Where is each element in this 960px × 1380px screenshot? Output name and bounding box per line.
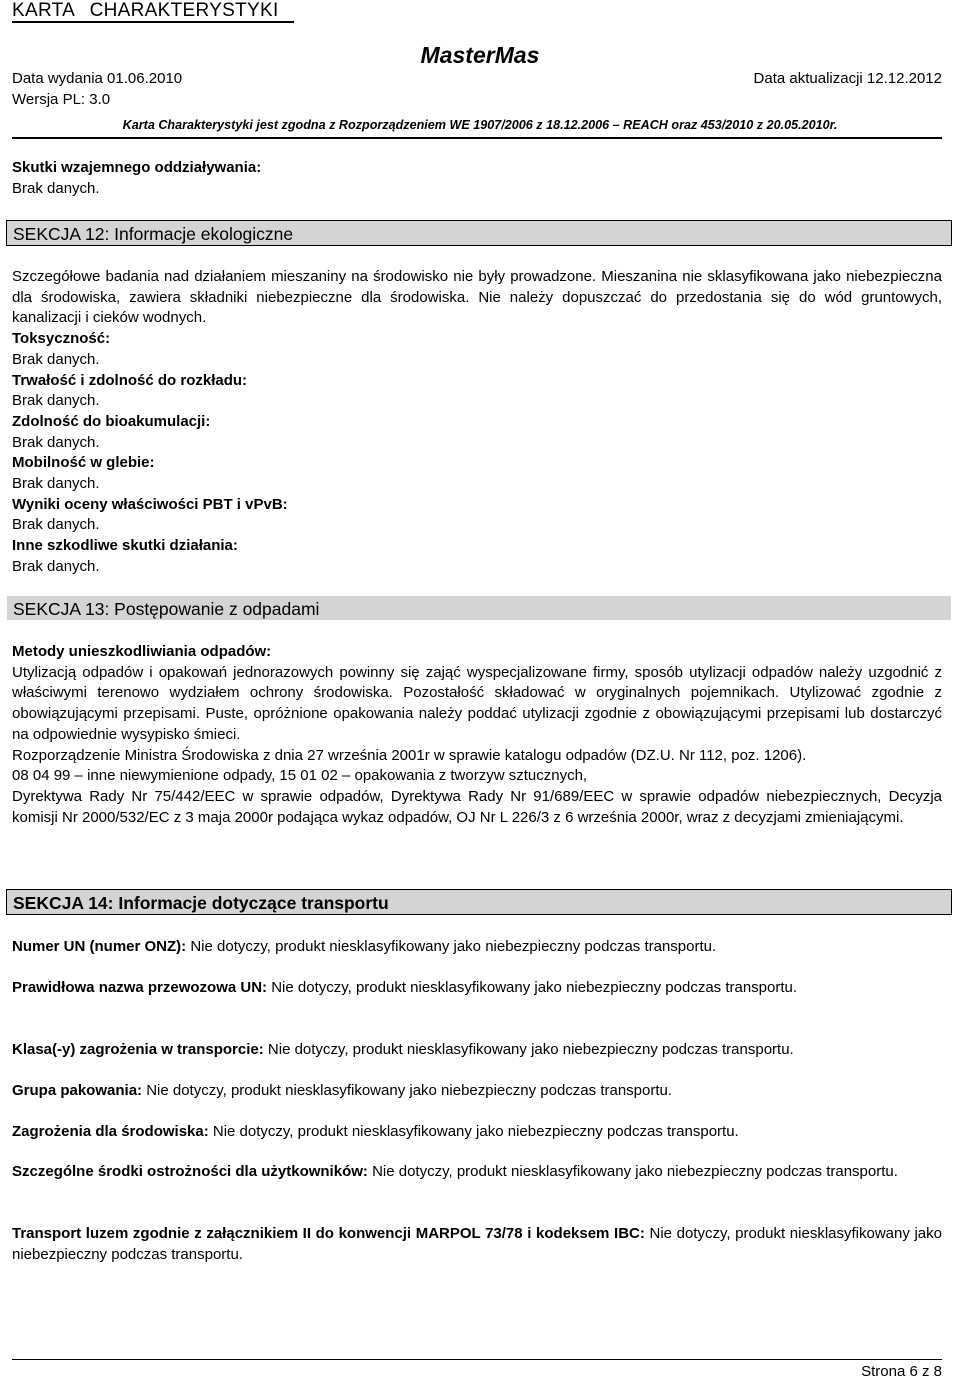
section-12-heading — [6, 220, 952, 246]
version: Wersja PL: 3.0 — [12, 91, 111, 108]
section-14-item-4 — [12, 1122, 942, 1143]
item-value: Brak danych. — [12, 475, 100, 493]
compliance-note: Karta Charakterystyki jest zgodna z Rozporządzeniem WE 1907/2006 z 18.12.2006 – REACH oraz 453/2010 z 20.05.2010r. — [122, 118, 838, 132]
transport-value: Nie dotyczy, produkt niesklasyfikowany jako niebezpieczny podczas transportu. — [263, 1041, 794, 1058]
section-13-body — [12, 642, 942, 828]
methods-label: Metody unieszkodliwiania odpadów: — [12, 643, 272, 660]
item-label: Inne szkodliwe skutki działania: — [12, 537, 238, 555]
section-14-item-3 — [12, 1081, 942, 1102]
item-value: Brak danych. — [12, 516, 100, 534]
item-label: Trwałość i zdolność do rozkładu: — [12, 371, 248, 389]
item-value: Brak danych. — [12, 350, 100, 368]
item-label: Toksyczność: — [12, 330, 111, 348]
issue-date: Data wydania 01.06.2010 — [12, 70, 183, 87]
section-14-item-2 — [12, 1040, 942, 1061]
document-title: KARTA CHARAKTERYSTYKI — [12, 0, 279, 21]
section-13-heading — [6, 595, 952, 621]
item-value: Brak danych. — [12, 557, 100, 575]
transport-label: Zagrożenia dla środowiska: — [12, 1123, 209, 1140]
transport-label: Transport luzem zgodnie z załącznikiem II do konwencji MARPOL 73/78 i kodeksem IBC: — [12, 1225, 645, 1242]
update-date: Data aktualizacji 12.12.2012 — [753, 70, 942, 87]
transport-value: Nie dotyczy, produkt niesklasyfikowany jako niebezpieczny podczas transportu. — [367, 1163, 898, 1180]
transport-value: Nie dotyczy, produkt niesklasyfikowany jako niebezpieczny podczas transportu. — [186, 938, 717, 955]
section-12-body — [12, 267, 942, 578]
header-divider — [12, 137, 942, 139]
section-13-title: SEKCJA 13: Postępowanie z odpadami — [13, 599, 320, 619]
section-12-title: SEKCJA 12: Informacje ekologiczne — [13, 224, 294, 244]
interactions-block — [12, 158, 942, 199]
transport-label: Grupa pakowania: — [12, 1082, 143, 1099]
section-14-item-0 — [12, 937, 942, 958]
waste-codes-text: 08 04 99 – inne niewymienione odpady, 15 01 02 – opakowania z tworzyw sztucznych, — [12, 767, 588, 785]
title-underline — [12, 21, 294, 23]
interactions-value: Brak danych. — [12, 179, 100, 197]
item-value: Brak danych. — [12, 392, 100, 410]
transport-value: Nie dotyczy, produkt niesklasyfikowany jako niebezpieczny podczas transportu. — [142, 1082, 673, 1099]
section-14-title: SEKCJA 14: Informacje dotyczące transportu — [13, 893, 389, 913]
item-label: Wyniki oceny właściwości PBT i vPvB: — [12, 495, 288, 513]
transport-label: Prawidłowa nazwa przewozowa UN: — [12, 979, 268, 996]
footer-divider — [12, 1359, 942, 1360]
transport-value: Nie dotyczy, produkt niesklasyfikowany jako niebezpieczny podczas transportu. — [267, 979, 798, 996]
section-14-item-6 — [12, 1224, 942, 1265]
transport-value: Nie dotyczy, produkt niesklasyfikowany jako niebezpieczny podczas transportu. — [208, 1123, 739, 1140]
page-number: Strona 6 z 8 — [861, 1363, 942, 1380]
methods-text: Utylizacją odpadów i opakowań jednorazowych powinny się zająć wyspecjalizowane firmy, sposób utylizacji odpadów należy uzgodnić z właściwymi terenowo wydziałem ochrony środowiska. Pozostałość składować w oryginalnych pojemnikach. Utylizować zgodnie z obowiązującymi przepisami. Puste, opróżnione opakowania należy poddać utylizacji zgodnie z obowiązującymi przepisami lub dostarczyć na odpowiednie wysypisko śmieci. — [12, 663, 942, 743]
item-label: Mobilność w glebie: — [12, 454, 155, 472]
transport-label: Szczególne środki ostrożności dla użytkowników: — [12, 1163, 368, 1180]
item-value: Brak danych. — [12, 433, 100, 451]
section-14-item-5 — [12, 1162, 942, 1183]
item-label: Zdolność do bioakumulacji: — [12, 412, 211, 430]
section-14-item-1 — [12, 978, 942, 999]
section-14-heading — [6, 889, 952, 915]
transport-value: Nie dotyczy, produkt niesklasyfikowany jako niebezpieczny podczas transportu. — [12, 1225, 942, 1263]
transport-label: Klasa(-y) zagrożenia w transporcie: — [12, 1041, 264, 1058]
section-12-intro: Szczegółowe badania nad działaniem mieszaniny na środowisko nie były prowadzone. Mieszanina nie sklasyfikowana jako niebezpieczna dla środowiska, zawiera składniki niebezpieczne dla środowiska. Nie należy dopuszczać do przedostania się do wód gruntowych, kanalizacji i cieków wodnych. — [12, 268, 942, 327]
regulation-text: Rozporządzenie Ministra Środowiska z dnia 27 września 2001r w sprawie katalogu odpadów (DZ.U. Nr 112, poz. 1206). — [12, 746, 807, 764]
product-name: MasterMas — [420, 42, 540, 68]
directives-text: Dyrektywa Rady Nr 75/442/EEC w sprawie odpadów, Dyrektywa Rady Nr 91/689/EEC w sprawie odpadów niebezpiecznych, Decyzja komisji Nr 2000/532/EC z 3 maja 2000r podająca wykaz odpadów, OJ Nr L 226/3 z 6 września 2000r, wraz z decyzjami zmieniającymi. — [12, 787, 942, 826]
transport-label: Numer UN (numer ONZ): — [12, 938, 187, 955]
interactions-label: Skutki wzajemnego oddziaływania: — [12, 159, 262, 176]
